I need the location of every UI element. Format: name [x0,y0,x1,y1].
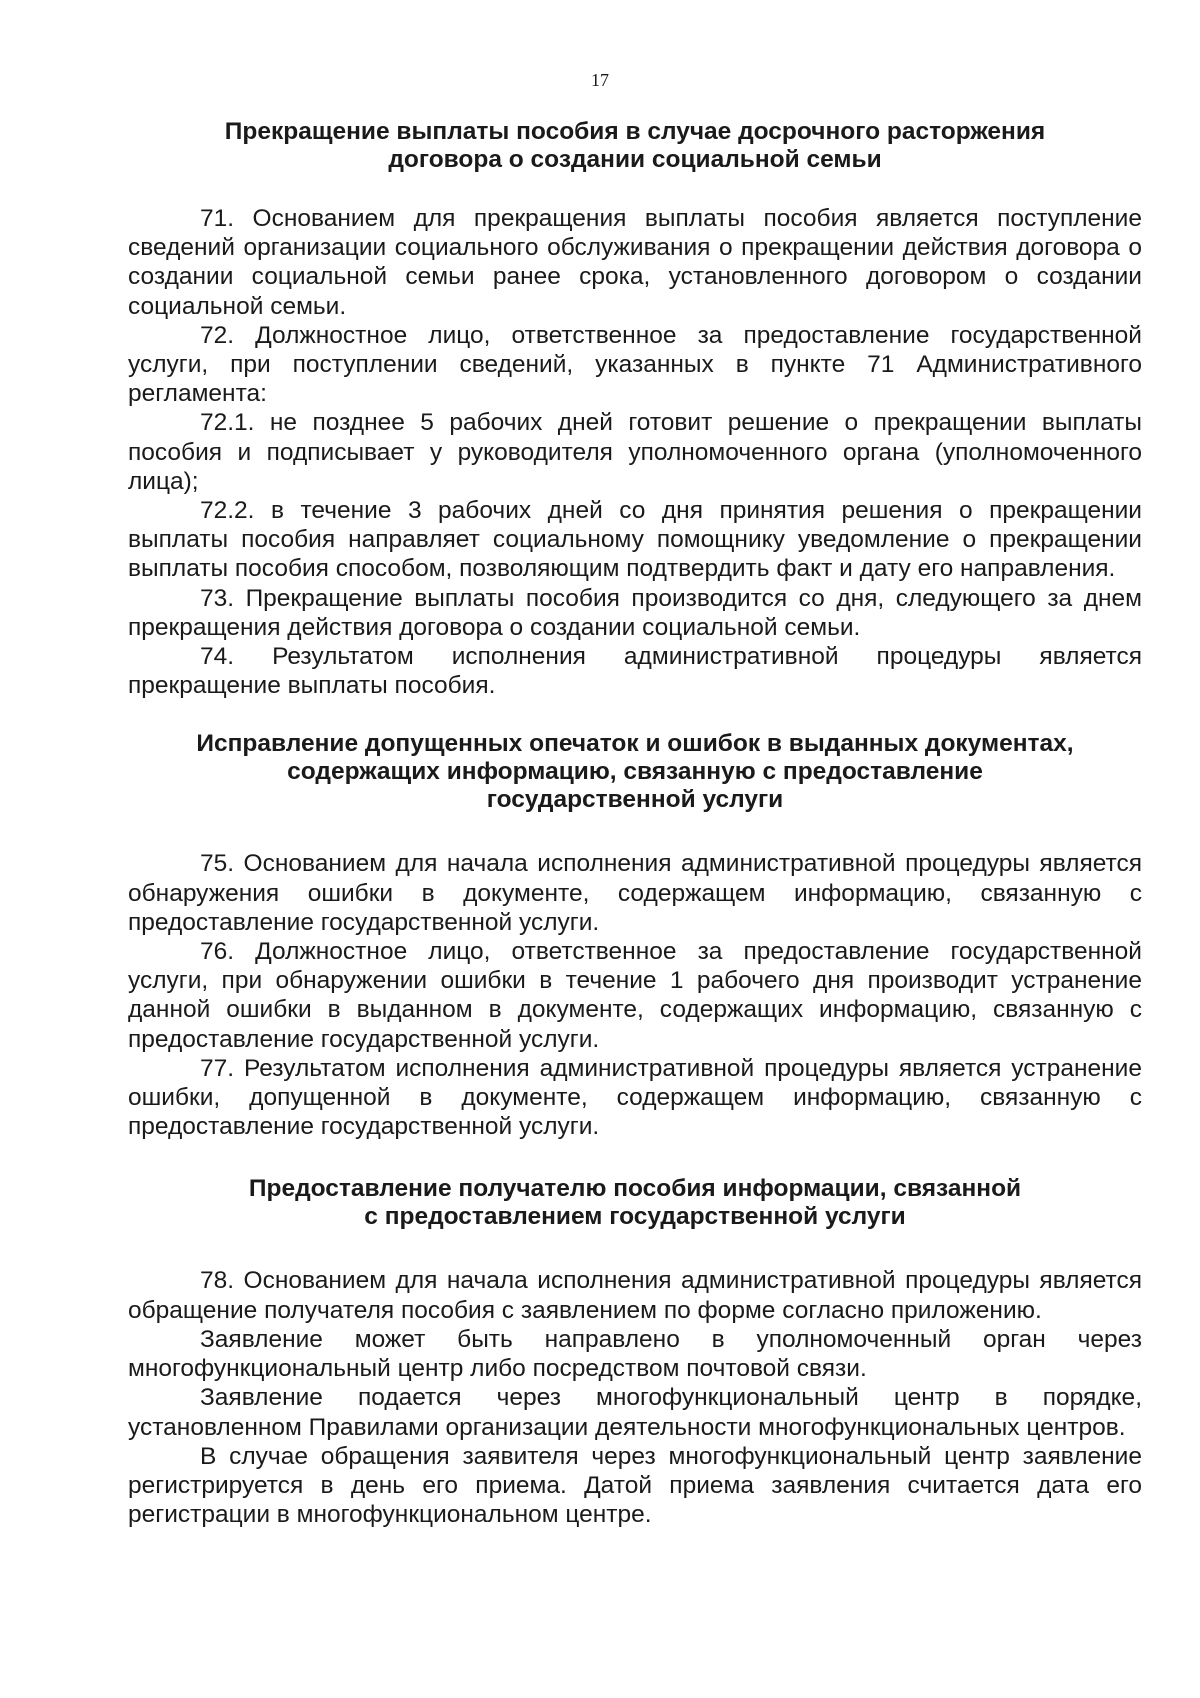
paragraph-72-2: 72.2. в течение 3 рабочих дней со дня принятия решения о прекращении выплаты пособия направляет социальному помощнику уведомление о прекращении выплаты пособия способом, позволяющим подтвердить факт и дату его направления. [128,497,1142,583]
paragraph-75: 75. Основанием для начала исполнения административной процедуры является обнаружения ошибки в документе, содержащем информацию, связанную с предоставление государственной услуги. [128,850,1142,936]
section-heading-termination [128,118,1142,174]
paragraph-72: 72. Должностное лицо, ответственное за предоставление государственной услуги, при поступлении сведений, указанных в пункте 71 Административного регламента: [128,321,1142,408]
paragraph-72-1: 72.1. не позднее 5 рабочих дней готовит решение о прекращении выплаты пособия и подписывает у руководителя уполномоченного органа (уполномоченного лица); [128,409,1142,495]
heading-line: Предоставление получателю пособия информации, связанной [248,1175,1022,1203]
page-number: 17 [591,70,609,90]
section-heading-information [128,1175,1142,1231]
paragraph-73: 73. Прекращение выплаты пособия производится со дня, следующего за днем прекращения действия договора о создании социальной семьи. [128,584,1142,641]
paragraph-application-registration: В случае обращения заявителя через многофункциональный центр заявление регистрируется в день его приема. Датой приема заявления считается дата его регистрации в многофункциональном центре. [128,1442,1142,1529]
heading-line: Исправление допущенных опечаток и ошибок в выданных документах, [196,730,1074,758]
section-heading-corrections [128,730,1142,814]
heading-line: с предоставлением государственной услуги [364,1203,906,1231]
paragraph-application-submission: Заявление может быть направлено в уполномоченный орган через многофункциональный центр либо посредством почтовой связи. [128,1325,1142,1383]
paragraph-71: 71. Основанием для прекращения выплаты пособия является поступление сведений организации социального обслуживания о прекращении действия договора о создании социальной семьи ранее срока, установленного договором о создании социальной семьи. [128,205,1142,320]
paragraph-74: 74. Результатом исполнения административной процедуры является прекращение выплаты пособия. [128,643,1142,700]
document-body [128,118,1142,1529]
heading-line: договора о создании социальной семьи [388,146,882,173]
heading-line: содержащих информацию, связанную с предоставление [287,758,983,786]
paragraph-78: 78. Основанием для начала исполнения административной процедуры является обращение получателя пособия с заявлением по форме согласно приложению. [128,1267,1142,1324]
heading-line: Прекращение выплаты пособия в случае досрочного расторжения [224,118,1046,145]
paragraph-application-mfc: Заявление подается через многофункциональный центр в порядке, установленном Правилами организации деятельности многофункциональных центров. [128,1384,1142,1441]
heading-line: государственной услуги [486,786,784,814]
paragraph-76: 76. Должностное лицо, ответственное за предоставление государственной услуги, при обнаружении ошибки в течение 1 рабочего дня производит устранение данной ошибки в выданном в документе, содержащих информацию, связанную с предоставление государственной услуги. [128,938,1142,1053]
paragraph-77: 77. Результатом исполнения административной процедуры является устранение ошибки, допущенной в документе, содержащем информацию, связанную с предоставление государственной услуги. [128,1054,1142,1141]
